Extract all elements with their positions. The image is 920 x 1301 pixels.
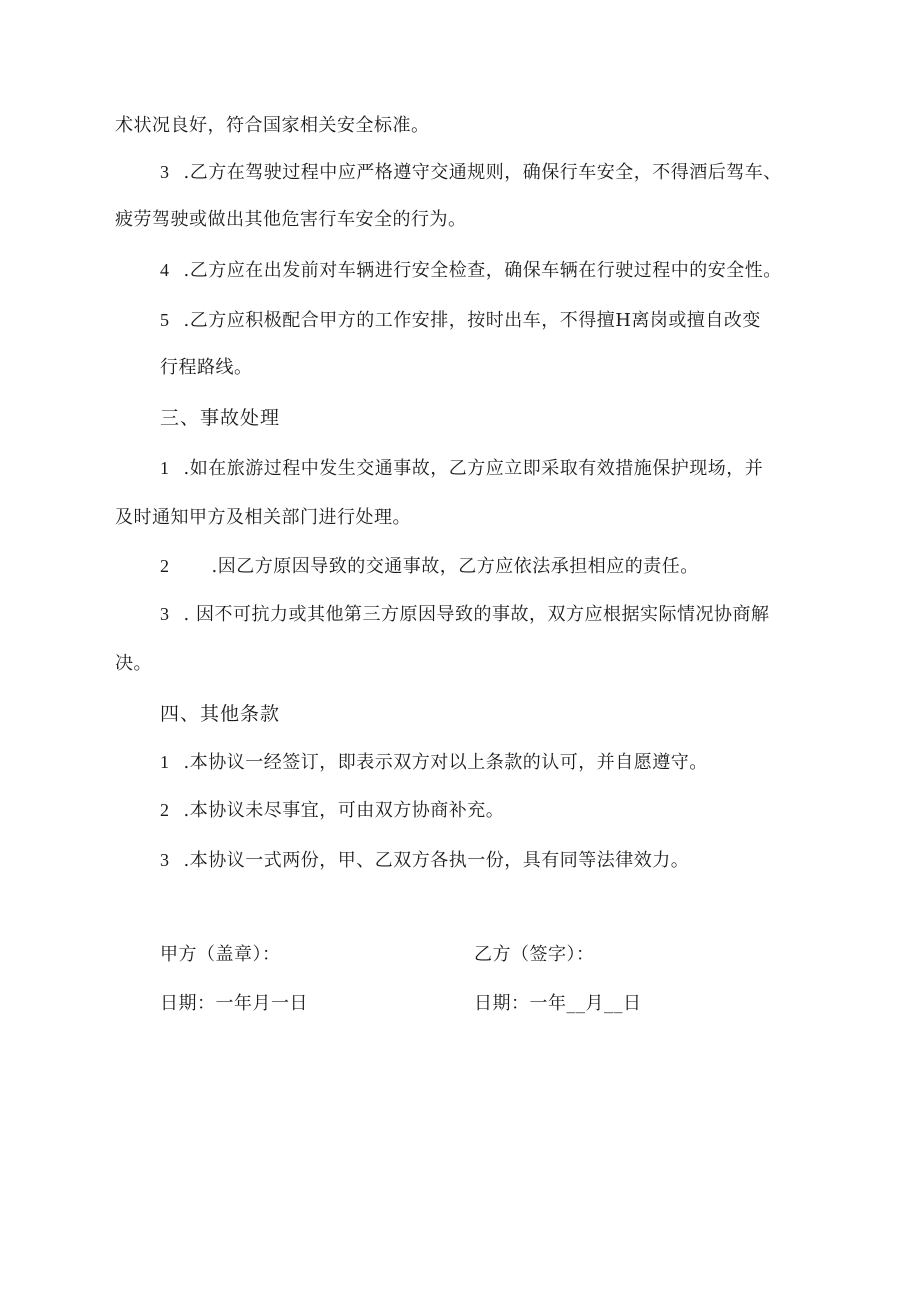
clause-4-2 (160, 798, 504, 823)
clause-text: .因乙方原因导致的交通事故，乙方应依法承担相应的责任。 (211, 556, 699, 577)
clause-number: 1 (160, 458, 170, 478)
clause-text: . 因不可抗力或其他第三方原因导致的事故，双方应根据实际情况协商解 (183, 604, 770, 625)
clause-number: 3 (160, 162, 170, 182)
clause-3-3-line2: 决。 (115, 653, 152, 674)
clause-number: 1 (160, 752, 170, 772)
clause-number: 5 (160, 310, 170, 330)
party-b-date: 日期：一年__月__日 (474, 993, 642, 1014)
clause-number: 2 (160, 800, 170, 820)
clause-number: 2 (160, 556, 170, 576)
clause-text: .乙方在驾驶过程中应严格遵守交通规则，确保行车安全，不得酒后驾车、 (183, 162, 782, 183)
clause-3-2 (160, 554, 699, 579)
party-a-date: 日期：一年月一日 (160, 993, 308, 1014)
clause-text: .本协议一式两份，甲、乙双方各执一份，具有同等法律效力。 (183, 850, 690, 871)
clause-text: .乙方应在出发前对车辆进行安全检查，确保车辆在行驶过程中的安全性。 (183, 260, 782, 281)
party-a-seal-label: 甲方（盖章）： (160, 944, 281, 965)
section-4-heading: 四、其他条款 (160, 703, 281, 725)
clause-3-3-line1 (160, 602, 769, 627)
clause-text: .乙方应积极配合甲方的工作安排，按时出车，不得擅H离岗或擅自改变 (183, 310, 761, 331)
clause-2-3-line2: 疲劳驾驶或做出其他危害行车安全的行为。 (115, 209, 467, 230)
clause-2-2-continuation: 术状况良好，符合国家相关安全标准。 (115, 115, 430, 136)
clause-text: .本协议未尽事宜，可由双方协商补充。 (183, 800, 505, 821)
clause-number: 3 (160, 850, 170, 870)
clause-2-5-line1 (160, 308, 761, 333)
clause-number: 4 (160, 260, 170, 280)
clause-2-5-line2: 行程路线。 (160, 357, 253, 378)
clause-number: 3 (160, 604, 170, 624)
party-b-signature-label: 乙方（签字）： (474, 944, 595, 965)
clause-3-1-line2: 及时通知甲方及相关部门进行处理。 (115, 507, 411, 528)
clause-2-4 (160, 258, 782, 283)
clause-4-1 (160, 750, 708, 775)
clause-3-1-line1 (160, 456, 763, 481)
section-3-heading: 三、事故处理 (160, 407, 281, 429)
clause-2-3-line1 (160, 160, 782, 185)
clause-text: .如在旅游过程中发生交通事故，乙方应立即采取有效措施保护现场，并 (183, 458, 764, 479)
clause-text: .本协议一经签订，即表示双方对以上条款的认可，并自愿遵守。 (183, 752, 708, 773)
clause-4-3 (160, 848, 689, 873)
